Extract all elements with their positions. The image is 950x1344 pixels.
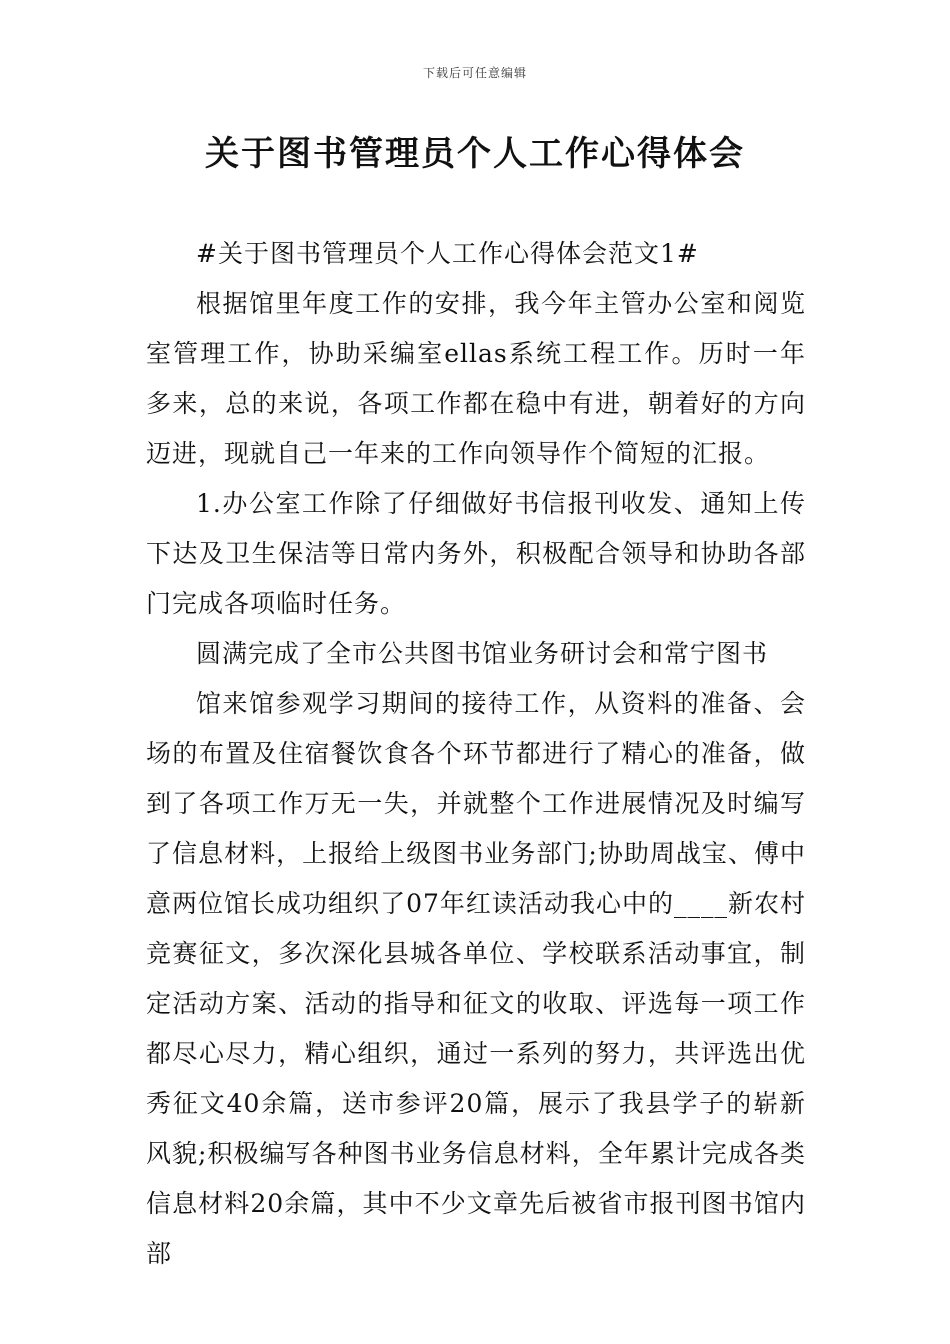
document-body — [146, 229, 806, 1279]
paragraph: 1.办公室工作除了仔细做好书信报刊收发、通知上传下达及卫生保洁等日常内务外，积极配合领导和协助各部门完成各项临时任务。 — [146, 489, 806, 618]
paragraph: 圆满完成了全市公共图书馆业务研讨会和常宁图书 — [196, 639, 769, 668]
section-heading: #关于图书管理员个人工作心得体会范文1# — [196, 239, 699, 268]
paragraph: 根据馆里年度工作的安排，我今年主管办公室和阅览室管理工作，协助采编室ellas系统工程工作。历时一年多来，总的来说，各项工作都在稳中有进，朝着好的方向迈进，现就自己一年来的工作向领导作个简短的汇报。 — [146, 289, 806, 468]
document-title: 关于图书管理员个人工作心得体会 — [205, 134, 745, 174]
paragraph: 馆来馆参观学习期间的接待工作，从资料的准备、会场的布置及住宿餐饮食各个环节都进行了精心的准备，做到了各项工作万无一失，并就整个工作进展情况及时编写了信息材料，上报给上级图书业务部门;协助周战宝、傅中意两位馆长成功组织了07年红读活动我心中的____新农村竞赛征文，多次深化县城各单位、学校联系活动事宜，制定活动方案、活动的指导和征文的收取、评选每一项工作都尽心尽力，精心组织，通过一系列的努力，共评选出优秀征文40余篇，送市参评20篇，展示了我县学子的崭新风貌;积极编写各种图书业务信息材料，全年累计完成各类信息材料20余篇，其中不少文章先后被省市报刊图书馆内部 — [146, 689, 806, 1268]
header-note: 下载后可任意编辑 — [422, 66, 527, 80]
